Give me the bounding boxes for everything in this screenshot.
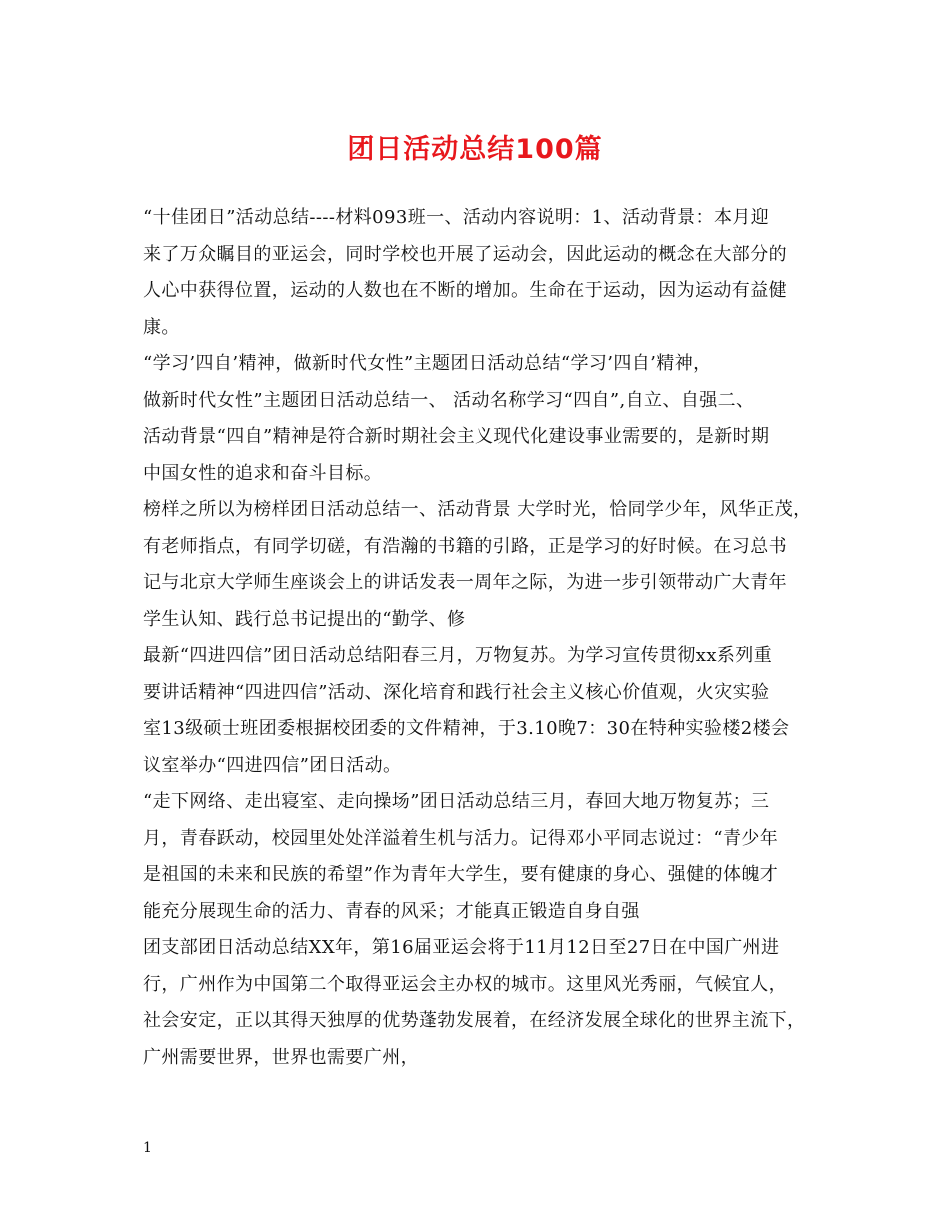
body-line: 中国女性的追求和奋斗目标。 bbox=[143, 462, 383, 484]
body-line: 是祖国的未来和民族的希望”作为青年大学生，要有健康的身心、强健的体魄才 bbox=[143, 864, 779, 885]
body-line: 记与北京大学师生座谈会上的讲话发表一周年之际，为进一步引领带动广大青年 bbox=[143, 572, 787, 593]
body-line: 月，青春跃动，校园里处处洋溢着生机与活力。记得邓小平同志说过：“青少年 bbox=[143, 827, 779, 849]
body-line: 室13级硕士班团委根据校团委的文件精神，于3.10晚7：30在特种实验楼2楼会 bbox=[143, 718, 790, 739]
body-line: 来了万众瞩目的亚运会，同时学校也开展了运动会，因此运动的概念在大部分的 bbox=[143, 243, 787, 265]
body-line: 有老师指点，有同学切磋，有浩瀚的书籍的引路，正是学习的好时候。在习总书 bbox=[143, 535, 787, 557]
document-body bbox=[143, 200, 823, 1076]
body-line: 学生认知、践行总书记提出的“勤学、修 bbox=[143, 608, 466, 630]
body-line: 团支部团日活动总结XX年，第16届亚运会将于11月12日至27日在中国广州进 bbox=[143, 937, 780, 958]
body-line: 活动背景“四自”精神是符合新时期社会主义现代化建设事业需要的，是新时期 bbox=[143, 426, 770, 447]
body-line: 要讲话精神“四进四信”活动、深化培育和践行社会主义核心价值观，火灾实验 bbox=[143, 681, 770, 703]
body-line: “走下网络、走出寝室、走向操场”团日活动总结三月，春回大地万物复苏；三 bbox=[143, 791, 770, 812]
page-number: 1 bbox=[143, 1140, 152, 1156]
body-line: “学习’四自’精神，做新时代女性”主题团日活动总结“学习’四自’精神， bbox=[143, 353, 712, 374]
body-line: “十佳团日”活动总结----材料093班一、活动内容说明：1、活动背景：本月迎 bbox=[143, 207, 770, 228]
body-line: 康。 bbox=[143, 316, 180, 338]
body-line: 能充分展现生命的活力、青春的风采；才能真正锻造自身自强 bbox=[143, 900, 640, 922]
body-line: 议室举办“四进四信”团日活动。 bbox=[143, 754, 402, 776]
body-line: 广州需要世界，世界也需要广州， bbox=[143, 1046, 419, 1068]
body-line: 最新“四进四信”团日活动总结阳春三月，万物复苏。为学习宣传贯彻xx系列重 bbox=[143, 645, 773, 666]
body-line: 社会安定，正以其得天独厚的优势蓬勃发展着，在经济发展全球化的世界主流下， bbox=[143, 1010, 806, 1031]
body-line: 行，广州作为中国第二个取得亚运会主办权的城市。这里风光秀丽，气候宜人， bbox=[143, 973, 787, 995]
body-line: 人心中获得位置，运动的人数也在不断的增加。生命在于运动，因为运动有益健 bbox=[143, 280, 787, 301]
body-line: 榜样之所以为榜样团日活动总结一、活动背景 大学时光，恰同学少年，风华正茂， bbox=[143, 499, 812, 520]
body-line: 做新时代女性”主题团日活动总结一、 活动名称学习“四自”,自立、自强二、 bbox=[143, 389, 755, 411]
page-title: 团日活动总结100篇 bbox=[347, 134, 603, 165]
